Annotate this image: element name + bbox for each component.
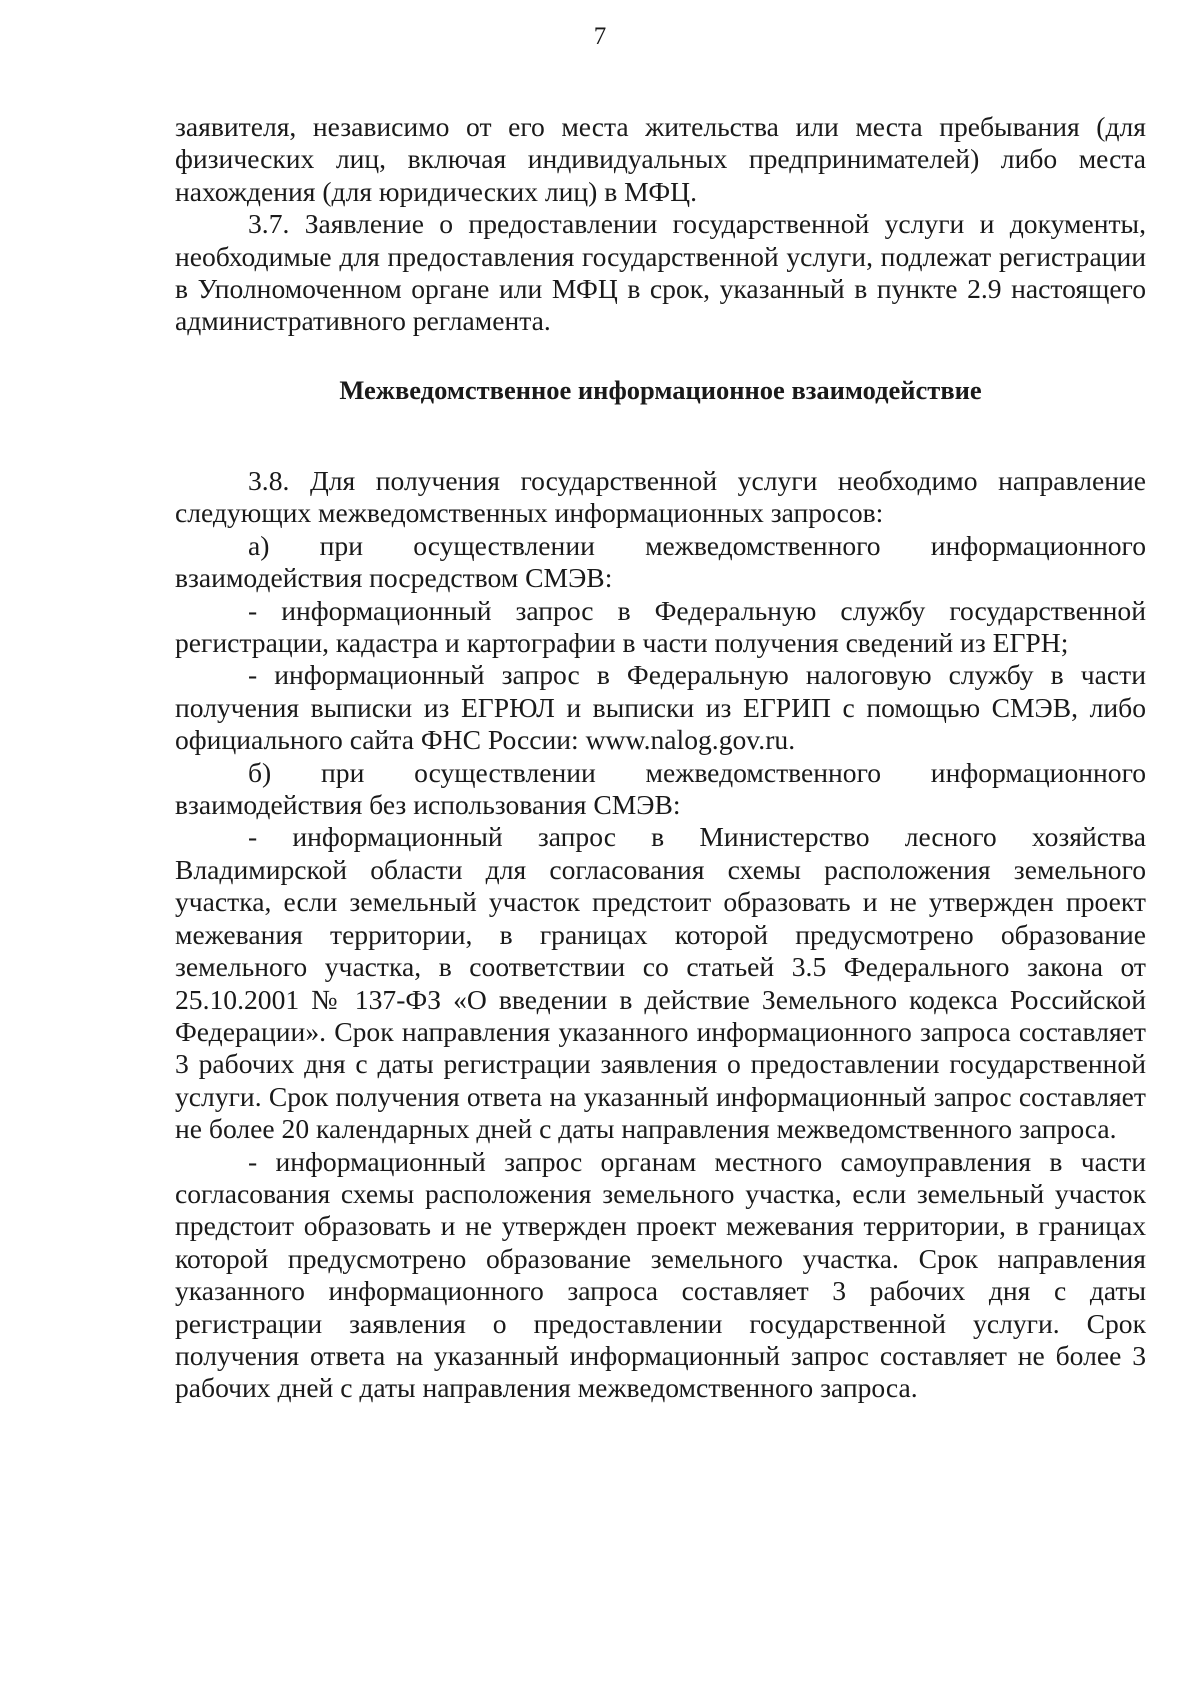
list-item-fns-request: - информационный запрос в Федеральную налоговую службу в части получения выписки из ЕГРЮЛ и выписки из ЕГРИП с помощью СМЭВ, либо официального сайта ФНС России: www.nalog.gov.ru.: [175, 659, 1146, 756]
section-body: [175, 465, 1146, 1405]
list-item-forestry-request: - информационный запрос в Министерство лесного хозяйства Владимирской области для согласования схемы расположения земельного участка, если земельный участок предстоит образовать и не утвержден проект межевания территории, в границах которой предусмотрено образование земельного участка, в соответствии со статьей 3.5 Федерального закона от 25.10.2001 № 137-ФЗ «О введении в действие Земельного кодекса Российской Федерации». Срок направления указанного информационного запроса составляет 3 рабочих дня с даты регистрации заявления о предоставлении государственной услуги. Срок получения ответа на указанный информационный запрос составляет не более 20 календарных дней с даты направления межведомственного запроса.: [175, 821, 1146, 1145]
list-item-egrn-request: - информационный запрос в Федеральную службу государственной регистрации, кадастра и картографии в части получения сведений из ЕГРН;: [175, 594, 1146, 659]
paragraph-3-7: 3.7. Заявление о предоставлении государственной услуги и документы, необходимые для предоставления государственной услуги, подлежат регистрации в Уполномоченном органе или МФЦ в срок, указанный в пункте 2.9 настоящего административного регламента.: [175, 208, 1146, 337]
page-number: 7: [593, 23, 607, 50]
paragraph-3-8: 3.8. Для получения государственной услуги необходимо направление следующих межведомственных информационных запросов:: [175, 465, 1146, 529]
section-heading: Межведомственное информационное взаимодействие: [339, 375, 982, 405]
list-item-b: б) при осуществлении межведомственного информационного взаимодействия без использования СМЭВ:: [175, 756, 1146, 821]
list-item-local-government-request: - информационный запрос органам местного самоуправления в части согласования схемы расположения земельного участка, если земельный участок предстоит образовать и не утвержден проект межевания территории, в границах которой предусмотрено образование земельного участка. Срок направления указанного информационного запроса составляет 3 рабочих дня с даты регистрации заявления о предоставлении государственной услуги. Срок получения ответа на указанный информационный запрос составляет не более 3 рабочих дней с даты направления межведомственного запроса.: [175, 1145, 1146, 1404]
paragraph-continuation: заявителя, независимо от его места жительства или места пребывания (для физических лиц, включая индивидуальных предпринимателей) либо места нахождения (для юридических лиц) в МФЦ.: [175, 111, 1146, 207]
list-item-a: а) при осуществлении межведомственного информационного взаимодействия посредством СМЭВ:: [175, 529, 1146, 594]
intro-block: [175, 111, 1146, 338]
